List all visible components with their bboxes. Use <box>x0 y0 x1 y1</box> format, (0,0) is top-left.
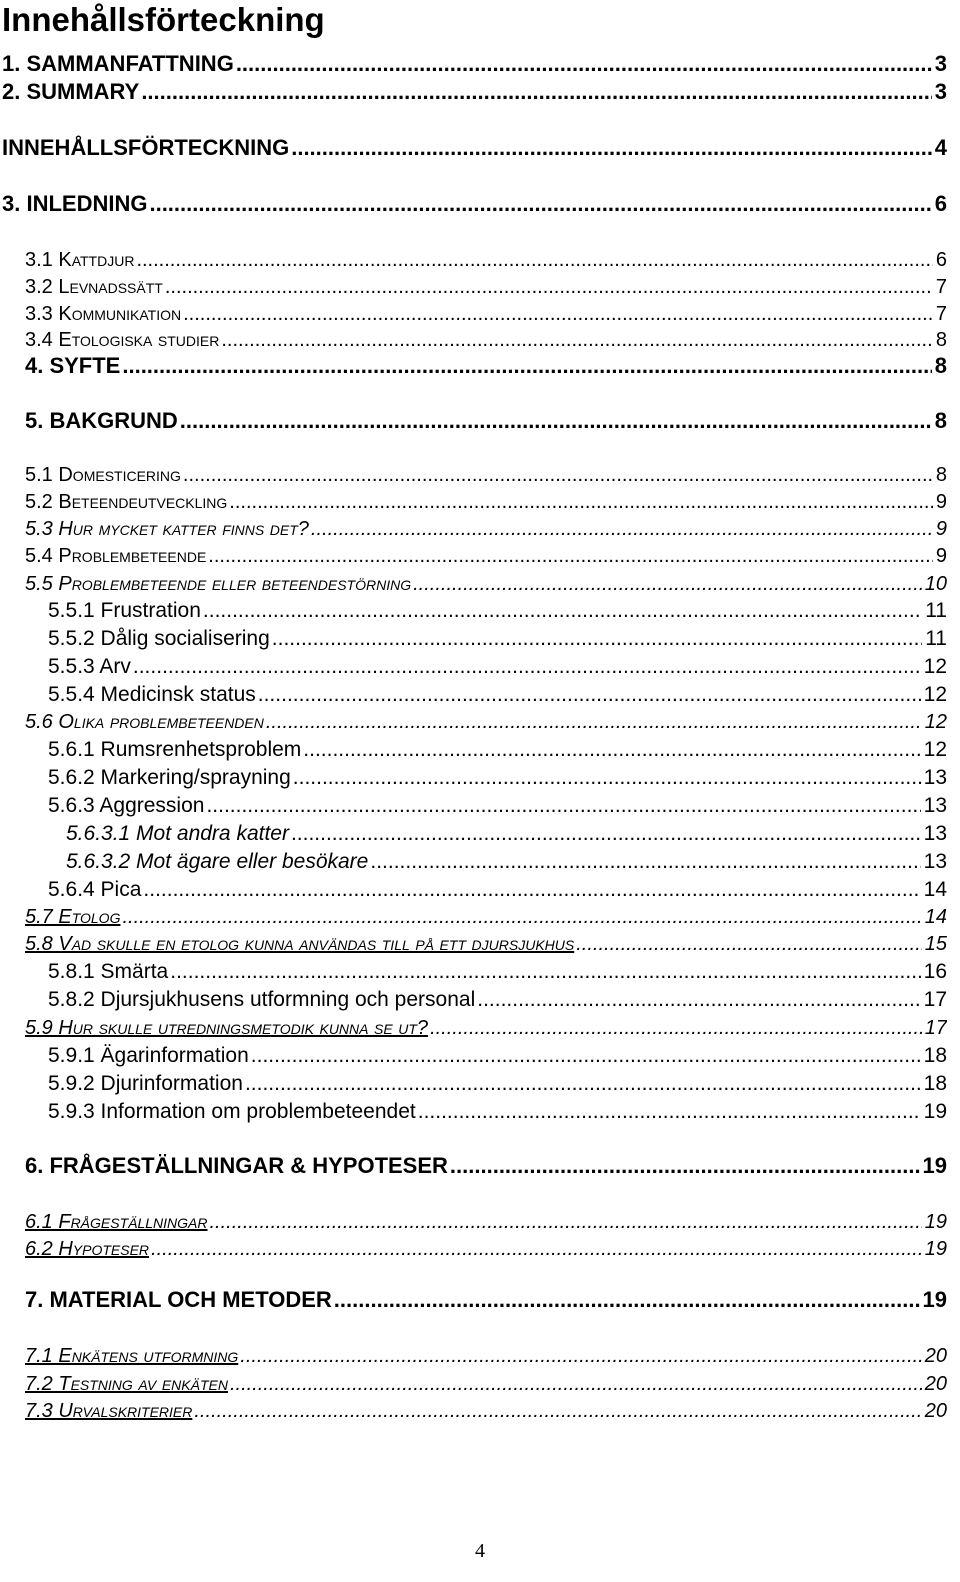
toc-entry-page: 18 <box>923 1072 947 1095</box>
toc-entry-label: 5.6.3.1 Mot andra katter <box>66 822 289 845</box>
toc-entry[interactable] <box>25 458 947 488</box>
page-title: Innehållsförteckning <box>2 1 325 38</box>
toc-entry[interactable] <box>25 705 947 735</box>
leader-dots <box>170 959 920 985</box>
toc-entry[interactable] <box>25 512 947 542</box>
leader-dots <box>293 765 921 791</box>
toc-entry[interactable] <box>25 567 947 597</box>
toc-entry-label: 4. SYFTE <box>25 353 121 378</box>
toc-entry[interactable] <box>25 485 947 515</box>
toc-entry-page: 4 <box>934 135 947 160</box>
toc-entry-label: 5.4 Problembeteende <box>25 545 207 567</box>
toc-entry-page: 8 <box>935 329 947 351</box>
toc-entry-label: 5.6.3 Aggression <box>48 794 205 817</box>
toc-entry[interactable] <box>48 761 947 791</box>
toc-entry[interactable] <box>2 131 947 161</box>
toc-entry-page: 19 <box>922 1153 947 1178</box>
toc-entry-page: 13 <box>923 794 947 817</box>
leader-dots <box>236 51 932 77</box>
toc-entry[interactable] <box>48 1095 947 1125</box>
leader-dots <box>251 1043 921 1069</box>
leader-dots <box>266 709 922 735</box>
toc-entry-label: INNEHÅLLSFÖRTECKNING <box>2 135 290 160</box>
toc-entry[interactable] <box>48 1039 947 1069</box>
toc-entry[interactable] <box>2 47 947 77</box>
toc-entry[interactable] <box>25 900 947 930</box>
toc-entry-label: 5.3 Hur mycket katter finns det? <box>25 518 309 540</box>
toc-entry-page: 19 <box>924 1238 947 1260</box>
toc-entry-page: 13 <box>923 766 947 789</box>
toc-entry[interactable] <box>25 349 947 379</box>
toc-entry-label: 3.4 Etologiska studier <box>25 329 220 351</box>
toc-entry-page: 17 <box>923 988 947 1011</box>
toc-entry-page: 18 <box>923 1044 947 1067</box>
toc-entry-page: 12 <box>923 683 947 706</box>
toc-entry[interactable] <box>66 817 947 847</box>
toc-entry-label: 2. SUMMARY <box>2 79 140 104</box>
leader-dots <box>430 1015 922 1041</box>
leader-dots <box>418 1099 921 1125</box>
toc-entry-label: 6.2 Hypoteser <box>25 1238 150 1260</box>
toc-entry-label: 5.8.1 Smärta <box>48 960 169 983</box>
leader-dots <box>149 191 931 217</box>
toc-entry-label: 3. INLEDNING <box>2 191 148 216</box>
toc-entry-label: 1. SAMMANFATTNING <box>2 51 234 76</box>
toc-entry[interactable] <box>25 1367 947 1397</box>
toc-entry-label: 5.9.2 Djurinformation <box>48 1072 243 1095</box>
toc-entry-page: 12 <box>923 655 947 678</box>
toc-entry-label: 5.6.3.2 Mot ägare eller besökare <box>66 850 369 873</box>
toc-entry-page: 11 <box>925 627 947 650</box>
toc-entry[interactable] <box>2 187 947 217</box>
toc-entry-page: 6 <box>934 191 947 216</box>
toc-entry[interactable] <box>48 955 947 985</box>
toc-entry-page: 7 <box>935 303 947 325</box>
toc-entry-page: 17 <box>924 1017 947 1039</box>
leader-dots <box>272 626 922 652</box>
toc-entry-page: 20 <box>924 1373 947 1395</box>
leader-dots <box>370 849 920 875</box>
toc-entry[interactable] <box>48 733 947 763</box>
toc-entry[interactable] <box>25 404 947 434</box>
toc-entry-label: 5.5.3 Arv <box>48 655 131 678</box>
toc-entry-label: 3.3 Kommunikation <box>25 303 182 325</box>
leader-dots <box>291 821 921 847</box>
leader-dots <box>334 1287 920 1313</box>
toc-entry-page: 19 <box>924 1211 947 1233</box>
toc-entry-page: 3 <box>934 51 947 76</box>
toc-entry-page: 8 <box>934 408 947 433</box>
toc-entry[interactable] <box>48 678 947 708</box>
toc-entry[interactable] <box>25 243 947 273</box>
toc-entry-page: 16 <box>923 960 947 983</box>
leader-dots <box>180 408 932 434</box>
toc-entry-label: 5.5 Problembeteende eller beteendestörning <box>25 573 412 595</box>
toc-entry-page: 7 <box>935 276 947 298</box>
toc-entry-label: 5.2 Beteendeutveckling <box>25 491 228 513</box>
toc-entry-page: 8 <box>935 464 947 486</box>
toc-entry-label: 5.9 Hur skulle utredningsmetodik kunna se ut? <box>25 1017 429 1039</box>
toc-entry[interactable] <box>66 845 947 875</box>
toc-entry[interactable] <box>48 650 947 680</box>
page-number: 4 <box>475 1540 485 1562</box>
leader-dots <box>133 654 921 680</box>
toc-entry-label: 6.1 Frågeställningar <box>25 1211 208 1233</box>
toc-entry[interactable] <box>48 622 947 652</box>
leader-dots <box>206 793 920 819</box>
toc-entry[interactable] <box>25 539 947 569</box>
toc-entry-label: 5.1 Domesticering <box>25 464 181 486</box>
toc-entry-label: 5.5.2 Dålig socialisering <box>48 627 270 650</box>
toc-entry-label: 3.2 Levnadssätt <box>25 276 163 298</box>
leader-dots <box>245 1071 921 1097</box>
toc-entry[interactable] <box>25 1011 947 1041</box>
toc-entry-label: 5.6.2 Markering/sprayning <box>48 766 291 789</box>
toc-entry[interactable] <box>48 1067 947 1097</box>
toc-entry-page: 9 <box>935 545 947 567</box>
toc-entry-label: 7.3 Urvalskriterier <box>25 1400 193 1422</box>
toc-entry[interactable] <box>25 1232 947 1262</box>
toc-entry-label: 3.1 Kattdjur <box>25 249 135 271</box>
toc-entry-page: 10 <box>924 573 947 595</box>
toc-entry-label: 5.6.4 Pica <box>48 878 142 901</box>
toc-entry-label: 5.9.3 Information om problembeteendet <box>48 1100 416 1123</box>
toc-entry-label: 6. FRÅGESTÄLLNINGAR & HYPOTESER <box>25 1153 448 1178</box>
leader-dots <box>291 135 932 161</box>
toc-entry-label: 5.6.1 Rumsrenhetsproblem <box>48 738 302 761</box>
toc-entry[interactable] <box>25 927 947 957</box>
toc-entry-page: 8 <box>934 353 947 378</box>
toc-entry-label: 5.8.2 Djursjukhusens utformning och personal <box>48 988 476 1011</box>
toc-entry[interactable] <box>48 873 947 903</box>
toc-entry-page: 9 <box>935 491 947 513</box>
leader-dots <box>240 1343 921 1369</box>
toc-entry-page: 13 <box>923 822 947 845</box>
leader-dots <box>141 79 931 105</box>
toc-entry[interactable] <box>25 270 947 300</box>
toc-entry-page: 3 <box>934 79 947 104</box>
toc-entry-label: 5. BAKGRUND <box>25 408 178 433</box>
toc-entry-page: 13 <box>923 850 947 873</box>
toc-entry-page: 14 <box>923 878 947 901</box>
toc-entry[interactable] <box>25 1394 947 1424</box>
toc-entry-page: 20 <box>924 1400 947 1422</box>
toc-entry-label: 5.7 Etolog <box>25 906 121 928</box>
leader-dots <box>151 1236 922 1262</box>
toc-entry-label: 7.2 Testning av enkäten <box>25 1373 228 1395</box>
toc-entry[interactable] <box>25 1283 947 1313</box>
toc-entry-page: 6 <box>935 249 947 271</box>
toc-entry-page: 19 <box>923 1100 947 1123</box>
toc-entry-label: 5.5.1 Frustration <box>48 599 201 622</box>
leader-dots <box>208 543 933 569</box>
toc-entry[interactable] <box>48 594 947 624</box>
leader-dots <box>576 931 922 957</box>
toc-entry[interactable] <box>25 1205 947 1235</box>
toc-entry-page: 15 <box>924 933 947 955</box>
toc-entry-page: 14 <box>924 906 947 928</box>
leader-dots <box>477 987 920 1013</box>
toc-entry-label: 5.5.4 Medicinsk status <box>48 683 256 706</box>
toc-entry-page: 19 <box>922 1287 947 1312</box>
leader-dots <box>194 1398 921 1424</box>
toc-entry[interactable] <box>2 75 947 105</box>
toc-entry-page: 11 <box>925 599 947 622</box>
leader-dots <box>450 1153 920 1179</box>
leader-dots <box>303 737 920 763</box>
toc-entry[interactable] <box>48 983 947 1013</box>
toc-entry-label: 7. MATERIAL OCH METODER <box>25 1287 332 1312</box>
toc-entry[interactable] <box>25 1149 947 1179</box>
toc-entry-page: 9 <box>935 518 947 540</box>
toc-entry-page: 12 <box>924 711 947 733</box>
toc-entry-page: 12 <box>923 738 947 761</box>
toc-entry-label: 5.8 Vad skulle en etolog kunna användas till på ett djursjukhus <box>25 933 575 955</box>
toc-entry[interactable] <box>48 789 947 819</box>
toc-entry-label: 5.9.1 Ägarinformation <box>48 1044 249 1067</box>
leader-dots <box>203 598 922 624</box>
leader-dots <box>122 353 931 379</box>
toc-entry[interactable] <box>25 1339 947 1369</box>
toc-entry-label: 5.6 Olika problembeteenden <box>25 711 264 733</box>
toc-entry-label: 7.1 Enkätens utformning <box>25 1345 239 1367</box>
toc-entry-page: 20 <box>924 1345 947 1367</box>
